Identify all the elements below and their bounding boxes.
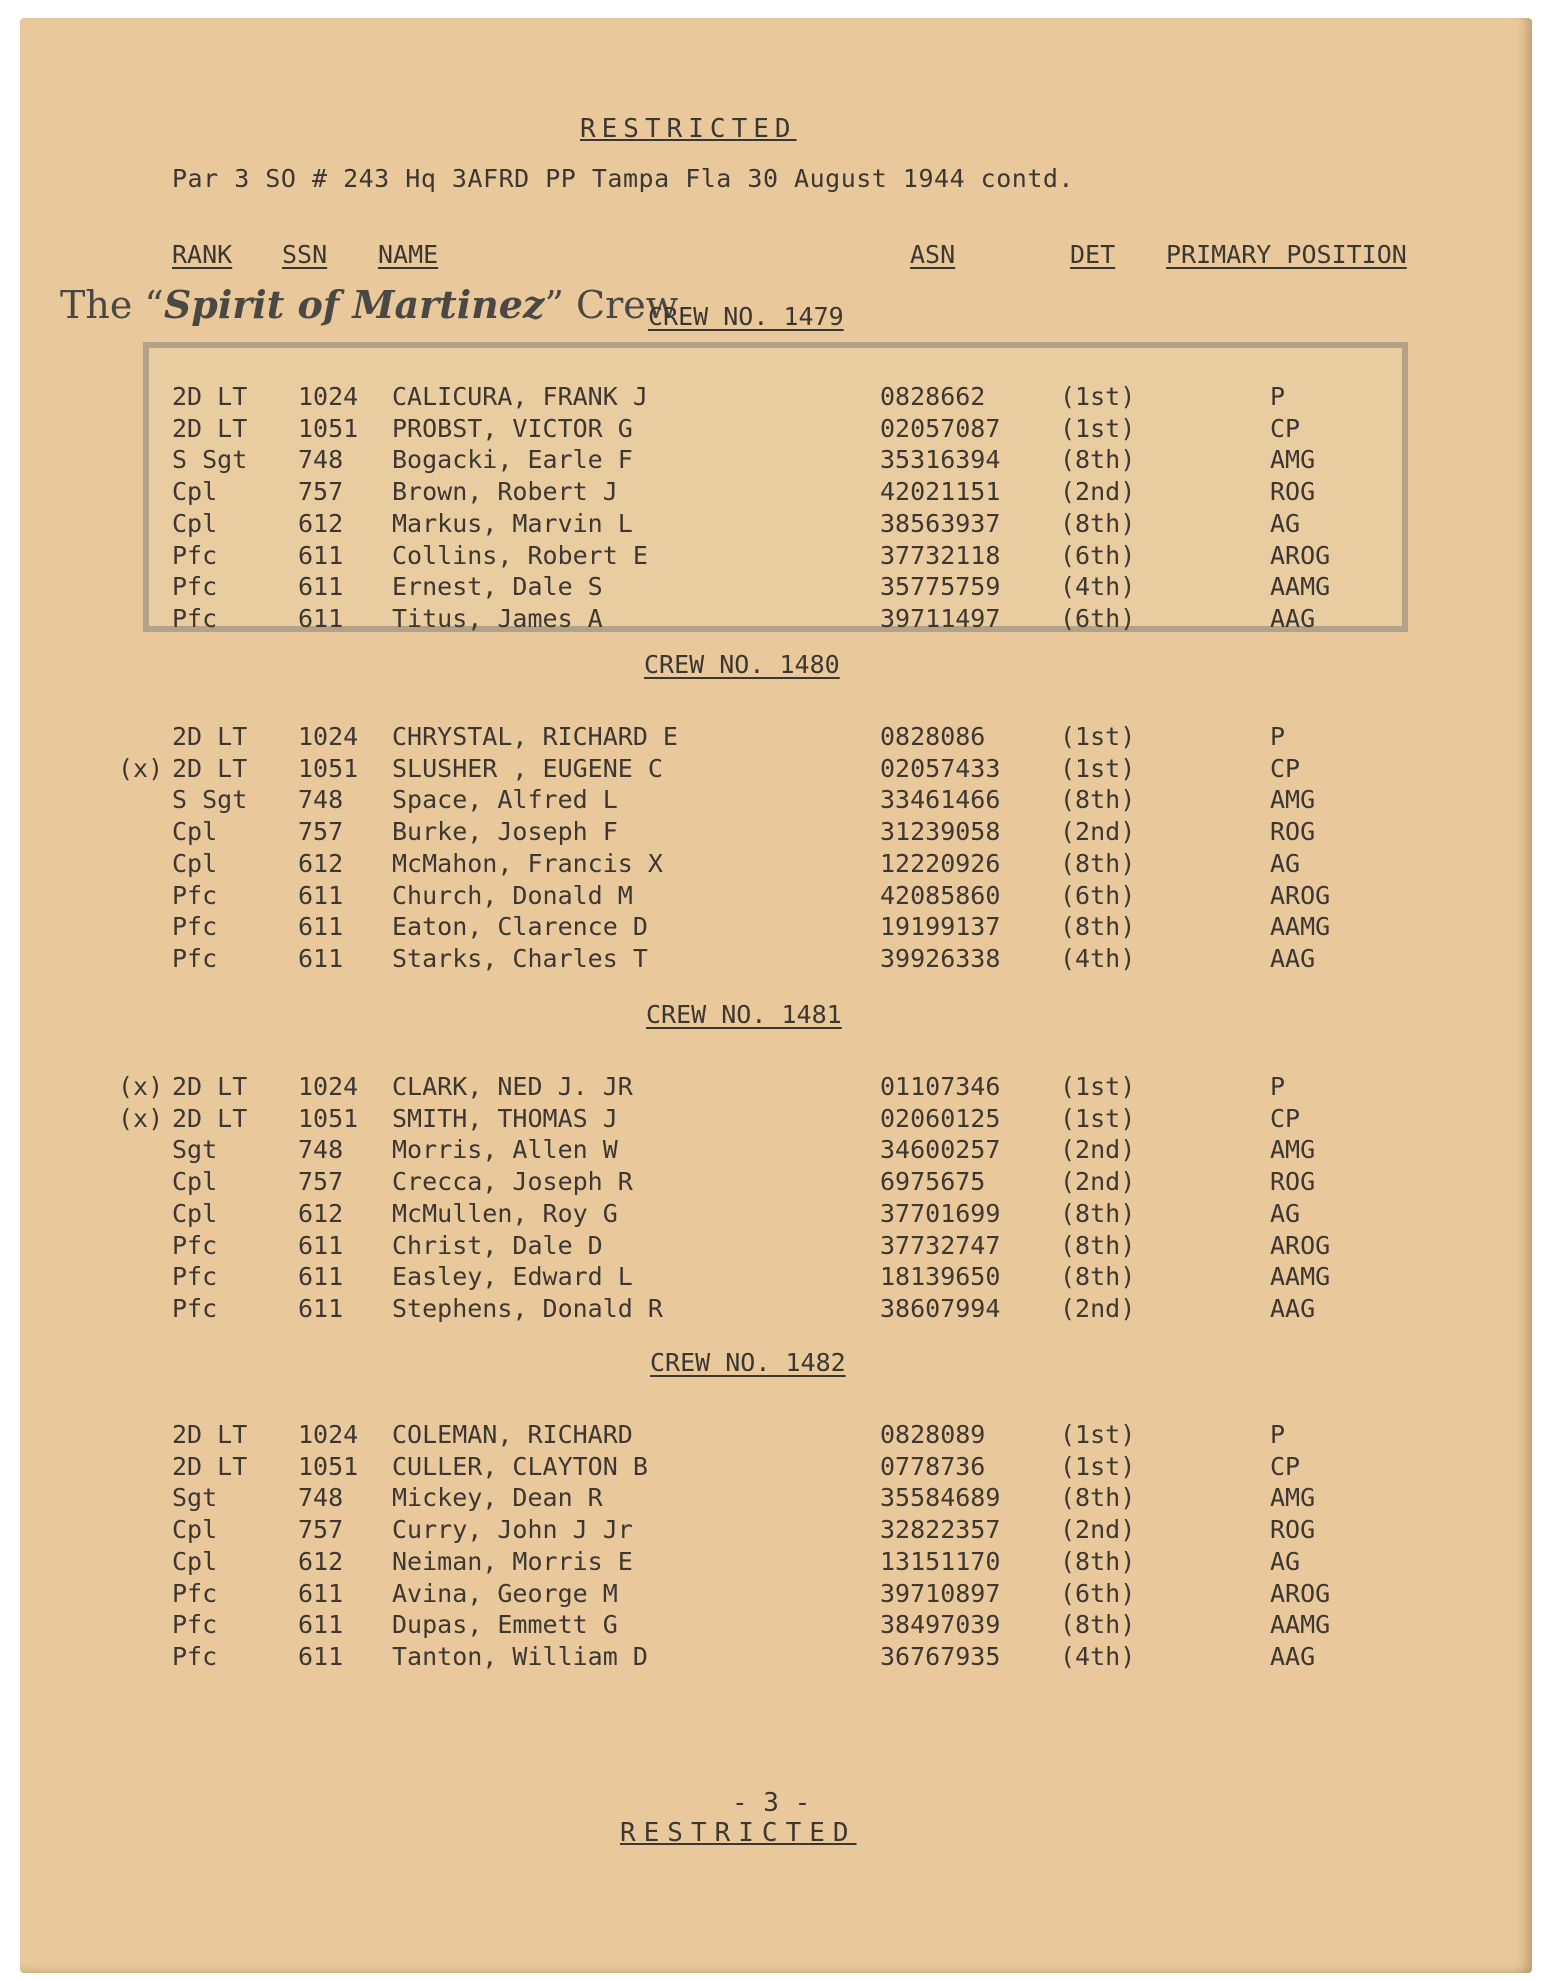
member-position: AG (1270, 848, 1301, 878)
member-name: Bogacki, Earle F (392, 445, 633, 475)
member-det: (2nd) (1060, 477, 1136, 507)
member-asn: 35775759 (880, 572, 1001, 602)
member-det: (8th) (1060, 1262, 1136, 1292)
member-asn: 37701699 (880, 1198, 1001, 1228)
member-rank: Cpl (172, 1515, 218, 1545)
member-position: AG (1270, 1546, 1301, 1576)
member-name: Burke, Joseph F (392, 817, 618, 847)
caption-crew-nickname: Spirit of Martinez (163, 282, 545, 327)
member-det: (2nd) (1060, 1293, 1136, 1323)
document-page (20, 18, 1532, 1973)
member-name: CLARK, NED J. JR (392, 1072, 633, 1101)
member-det: (1st) (1060, 1103, 1136, 1133)
member-rank: Pfc (172, 603, 218, 633)
member-ssn: 612 (298, 1198, 344, 1228)
member-asn: 39710897 (880, 1578, 1001, 1608)
member-asn: 0828086 (880, 722, 986, 751)
member-asn: 38607994 (880, 1293, 1001, 1323)
member-asn: 39711497 (880, 603, 1001, 633)
member-ssn: 757 (298, 1515, 344, 1545)
member-ssn: 611 (298, 1293, 344, 1323)
member-ssn: 612 (298, 1546, 344, 1576)
member-position: AMG (1270, 785, 1316, 815)
member-position: AG (1270, 1198, 1301, 1228)
member-rank: Cpl (172, 1546, 218, 1576)
member-rank: Sgt (172, 1483, 218, 1513)
member-rank: Pfc (172, 1610, 218, 1640)
member-name: Curry, John J Jr (392, 1515, 633, 1545)
member-ssn: 748 (298, 445, 344, 475)
caption-prefix: The “ (60, 283, 164, 327)
member-rank: 2D LT (172, 1451, 248, 1481)
member-det: (2nd) (1060, 1515, 1136, 1545)
member-ssn: 611 (298, 943, 344, 973)
member-name: CULLER, CLAYTON B (392, 1451, 648, 1481)
member-asn: 34600257 (880, 1135, 1001, 1165)
member-asn: 01107346 (880, 1072, 1001, 1101)
member-asn: 38497039 (880, 1610, 1001, 1640)
member-rank: Pfc (172, 1641, 218, 1671)
member-name: COLEMAN, RICHARD (392, 1420, 633, 1449)
member-det: (8th) (1060, 1610, 1136, 1640)
member-position: P (1270, 1072, 1286, 1101)
member-name: Morris, Allen W (392, 1135, 618, 1165)
member-det: (6th) (1060, 1578, 1136, 1608)
member-name: SMITH, THOMAS J (392, 1103, 618, 1133)
member-name: Christ, Dale D (392, 1230, 603, 1260)
member-asn: 6975675 (880, 1167, 986, 1197)
member-position: AG (1270, 508, 1301, 538)
member-ssn: 611 (298, 540, 344, 570)
member-rank: Pfc (172, 540, 218, 570)
member-rank: Cpl (172, 1198, 218, 1228)
member-det: (8th) (1060, 1198, 1136, 1228)
member-rank: S Sgt (172, 785, 248, 815)
member-position: AAMG (1270, 1610, 1331, 1640)
member-position: AAMG (1270, 912, 1331, 942)
member-det: (8th) (1060, 912, 1136, 942)
member-position: AROG (1270, 1230, 1331, 1260)
member-rank: Cpl (172, 477, 218, 507)
member-ssn: 757 (298, 1167, 344, 1197)
member-rank: Pfc (172, 1230, 218, 1260)
member-rank: Pfc (172, 572, 218, 602)
member-name: Church, Donald M (392, 880, 633, 910)
member-mark: (x) (118, 1103, 164, 1133)
member-ssn: 1024 (298, 1072, 359, 1101)
member-position: AAMG (1270, 572, 1331, 602)
member-name: Dupas, Emmett G (392, 1610, 618, 1640)
member-asn: 31239058 (880, 817, 1001, 847)
member-det: (4th) (1060, 1641, 1136, 1671)
member-rank: Pfc (172, 1293, 218, 1323)
member-ssn: 611 (298, 880, 344, 910)
member-asn: 38563937 (880, 508, 1001, 538)
column-header-rank: RANK (172, 240, 233, 269)
member-ssn: 748 (298, 1135, 344, 1165)
member-position: P (1270, 722, 1286, 751)
member-name: Easley, Edward L (392, 1262, 633, 1292)
member-rank: Pfc (172, 1262, 218, 1292)
member-name: Neiman, Morris E (392, 1546, 633, 1576)
column-header-ssn: SSN (282, 240, 328, 269)
member-ssn: 1051 (298, 753, 359, 783)
member-asn: 0828089 (880, 1420, 986, 1449)
member-position: CP (1270, 753, 1301, 783)
member-ssn: 611 (298, 1578, 344, 1608)
member-position: AROG (1270, 880, 1331, 910)
restricted-footer: RESTRICTED (620, 1818, 857, 1848)
member-det: (1st) (1060, 382, 1136, 411)
member-position: AMG (1270, 1483, 1316, 1513)
crew-title: CREW NO. 1480 (644, 650, 840, 679)
member-position: ROG (1270, 477, 1316, 507)
member-det: (6th) (1060, 540, 1136, 570)
member-rank: Pfc (172, 943, 218, 973)
member-name: Markus, Marvin L (392, 508, 633, 538)
member-det: (1st) (1060, 1420, 1136, 1449)
member-mark: (x) (118, 1072, 164, 1101)
member-ssn: 748 (298, 785, 344, 815)
member-rank: 2D LT (172, 1103, 248, 1133)
member-position: CP (1270, 413, 1301, 443)
member-rank: 2D LT (172, 1072, 248, 1101)
member-asn: 35316394 (880, 445, 1001, 475)
member-det: (6th) (1060, 880, 1136, 910)
member-asn: 02060125 (880, 1103, 1001, 1133)
member-name: Mickey, Dean R (392, 1483, 603, 1513)
member-name: PROBST, VICTOR G (392, 413, 633, 443)
member-det: (1st) (1060, 753, 1136, 783)
member-rank: 2D LT (172, 1420, 248, 1449)
member-ssn: 612 (298, 848, 344, 878)
member-position: ROG (1270, 1515, 1316, 1545)
member-det: (8th) (1060, 1483, 1136, 1513)
member-rank: Cpl (172, 817, 218, 847)
member-mark: (x) (118, 753, 164, 783)
member-det: (1st) (1060, 722, 1136, 751)
member-asn: 37732747 (880, 1230, 1001, 1260)
member-det: (1st) (1060, 1072, 1136, 1101)
member-position: AMG (1270, 445, 1316, 475)
member-det: (8th) (1060, 1230, 1136, 1260)
column-header-asn: ASN (910, 240, 956, 269)
member-asn: 0828662 (880, 382, 986, 411)
member-position: AAMG (1270, 1262, 1331, 1292)
member-ssn: 757 (298, 477, 344, 507)
member-det: (8th) (1060, 848, 1136, 878)
special-order-line: Par 3 SO # 243 Hq 3AFRD PP Tampa Fla 30 August 1944 contd. (172, 164, 1074, 193)
member-ssn: 748 (298, 1483, 344, 1513)
member-asn: 33461466 (880, 785, 1001, 815)
member-ssn: 611 (298, 572, 344, 602)
member-ssn: 1051 (298, 413, 359, 443)
member-det: (6th) (1060, 603, 1136, 633)
member-name: McMullen, Roy G (392, 1198, 618, 1228)
member-det: (8th) (1060, 785, 1136, 815)
member-name: Collins, Robert E (392, 540, 648, 570)
member-name: Ernest, Dale S (392, 572, 603, 602)
member-det: (8th) (1060, 508, 1136, 538)
column-header-det: DET (1070, 240, 1116, 269)
member-name: Brown, Robert J (392, 477, 618, 507)
member-ssn: 1051 (298, 1451, 359, 1481)
member-det: (4th) (1060, 572, 1136, 602)
member-position: AMG (1270, 1135, 1316, 1165)
member-position: AAG (1270, 1293, 1316, 1323)
member-name: CHRYSTAL, RICHARD E (392, 722, 678, 751)
member-asn: 36767935 (880, 1641, 1001, 1671)
member-rank: Sgt (172, 1135, 218, 1165)
member-name: Tanton, William D (392, 1641, 648, 1671)
member-asn: 42085860 (880, 880, 1001, 910)
member-name: CALICURA, FRANK J (392, 382, 648, 411)
member-asn: 18139650 (880, 1262, 1001, 1292)
member-name: SLUSHER , EUGENE C (392, 753, 663, 783)
member-rank: 2D LT (172, 413, 248, 443)
member-asn: 02057087 (880, 413, 1001, 443)
member-asn: 12220926 (880, 848, 1001, 878)
column-header-primary-position: PRIMARY POSITION (1166, 240, 1407, 269)
member-det: (8th) (1060, 445, 1136, 475)
member-det: (2nd) (1060, 1135, 1136, 1165)
member-rank: 2D LT (172, 382, 248, 411)
member-asn: 35584689 (880, 1483, 1001, 1513)
member-asn: 19199137 (880, 912, 1001, 942)
member-rank: 2D LT (172, 722, 248, 751)
crew-title: CREW NO. 1479 (648, 302, 844, 331)
member-position: AAG (1270, 603, 1316, 633)
member-asn: 39926338 (880, 943, 1001, 973)
member-name: Eaton, Clarence D (392, 912, 648, 942)
member-asn: 02057433 (880, 753, 1001, 783)
member-asn: 0778736 (880, 1451, 986, 1481)
member-rank: Cpl (172, 1167, 218, 1197)
member-position: AROG (1270, 540, 1331, 570)
member-rank: Pfc (172, 1578, 218, 1608)
member-asn: 42021151 (880, 477, 1001, 507)
caption-suffix: ” Crew (544, 283, 679, 327)
member-position: AROG (1270, 1578, 1331, 1608)
member-ssn: 611 (298, 1610, 344, 1640)
member-position: ROG (1270, 817, 1316, 847)
member-position: P (1270, 1420, 1286, 1449)
member-position: CP (1270, 1103, 1301, 1133)
member-ssn: 1024 (298, 382, 359, 411)
crew-caption (60, 282, 678, 327)
member-name: Starks, Charles T (392, 943, 648, 973)
member-name: McMahon, Francis X (392, 848, 663, 878)
restricted-header: RESTRICTED (580, 114, 797, 144)
member-ssn: 611 (298, 912, 344, 942)
member-name: Stephens, Donald R (392, 1293, 663, 1323)
crew-title: CREW NO. 1481 (646, 1000, 842, 1029)
member-ssn: 611 (298, 603, 344, 633)
member-det: (8th) (1060, 1546, 1136, 1576)
member-position: AAG (1270, 943, 1316, 973)
member-name: Titus, James A (392, 603, 603, 633)
member-rank: S Sgt (172, 445, 248, 475)
member-ssn: 1024 (298, 722, 359, 751)
page-number: - 3 - (732, 1788, 811, 1818)
member-asn: 37732118 (880, 540, 1001, 570)
member-ssn: 1051 (298, 1103, 359, 1133)
member-name: Space, Alfred L (392, 785, 618, 815)
member-ssn: 611 (298, 1262, 344, 1292)
member-rank: Pfc (172, 912, 218, 942)
member-position: P (1270, 382, 1286, 411)
member-det: (1st) (1060, 1451, 1136, 1481)
member-det: (1st) (1060, 413, 1136, 443)
member-rank: Cpl (172, 848, 218, 878)
member-det: (2nd) (1060, 817, 1136, 847)
member-det: (2nd) (1060, 1167, 1136, 1197)
member-position: CP (1270, 1451, 1301, 1481)
member-name: Crecca, Joseph R (392, 1167, 633, 1197)
member-ssn: 611 (298, 1230, 344, 1260)
member-position: ROG (1270, 1167, 1316, 1197)
column-header-name: NAME (378, 240, 439, 269)
member-ssn: 757 (298, 817, 344, 847)
member-ssn: 611 (298, 1641, 344, 1671)
member-position: AAG (1270, 1641, 1316, 1671)
crew-title: CREW NO. 1482 (650, 1348, 846, 1377)
member-asn: 32822357 (880, 1515, 1001, 1545)
member-ssn: 1024 (298, 1420, 359, 1449)
member-ssn: 612 (298, 508, 344, 538)
member-det: (4th) (1060, 943, 1136, 973)
member-asn: 13151170 (880, 1546, 1001, 1576)
member-rank: Pfc (172, 880, 218, 910)
member-rank: Cpl (172, 508, 218, 538)
member-name: Avina, George M (392, 1578, 618, 1608)
member-rank: 2D LT (172, 753, 248, 783)
